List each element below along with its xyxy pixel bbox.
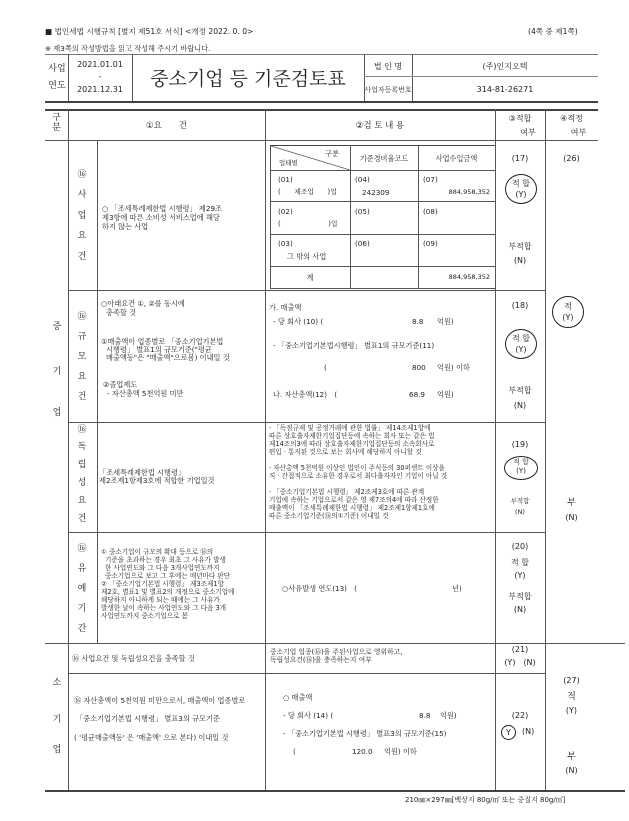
fit-no-label[interactable]: 부적합 (510, 497, 530, 505)
fit-no-n: (N) (513, 256, 527, 265)
row2-industry: ( )업 (278, 220, 338, 228)
grace-line: 발생한 날이 속하는 사업연도와 그 다음 3개 (101, 604, 227, 612)
small-rev-std-value: 120.0 (352, 747, 373, 756)
business-requirement-text: ○ 「조세특례제한법 시행령」 제29조 제3항에 따른 소비성 서비스업에 해당하지 않는 사업 (102, 204, 222, 231)
fit-yes-y: (Y) (515, 345, 527, 354)
grace-line: 사업연도까지 중소기업으로 봄 (101, 612, 188, 620)
label-char: 예 (77, 584, 87, 594)
size-rev-company-value: 8.8 (412, 317, 424, 326)
proper-yes-label[interactable]: 적 (567, 692, 576, 702)
independence-req: 「조세특례제한법 시행령」 (99, 468, 186, 477)
small-category-1: 소 (52, 678, 62, 688)
fit-no-n: (N) (513, 605, 527, 614)
fit-yes-y: Y (506, 728, 511, 737)
independence-bullet-2b: 직 · 간접적으로 소유한 경우로서 최다출자자인 기업이 아닐 것 (269, 472, 448, 480)
size-req-2c: 매출액등"은 "매출액"으로봄) 이내일 것 (106, 353, 230, 362)
label-char: 건 (77, 514, 87, 524)
small-row1-review: 중소기업 업종(⑯)을 주된사업으로 영위하고, (270, 648, 403, 656)
grace-line: ② 「중소기업기본법 시행령」 제3조제1항 (101, 580, 224, 588)
col-proper: ④적정 (560, 114, 583, 123)
size-req-1: ○아래요건 ①, ②를 동시에 (101, 299, 185, 308)
independence-bullet-3: · 「중소기업기본법 시행령」 제2조제3호에 따른 관계 (269, 488, 425, 496)
corner-bottom: 업태별 (279, 159, 298, 167)
col-revenue: 사업수입금액 (435, 154, 478, 163)
page-title: 중소기업 등 기준검토표 (150, 68, 346, 90)
size-rev-company: - 당 회사 (10) ( (273, 317, 324, 326)
col-review: ②검 토 내 용 (355, 121, 405, 131)
fit-yes-circle[interactable] (505, 174, 537, 204)
size-rev-std-open: ( (324, 363, 327, 372)
grace-review: ○사유발생 연도(13) ( (282, 584, 357, 593)
form-reference: ■ 법인세법 시행규칙 [별지 제51호 서식] <개정 2022. 0. 0> (45, 27, 254, 36)
sme-category-2: 기 (52, 367, 62, 377)
small-row2-req-1: ⑯ 자산총액이 5천억원 미만으로서, 매출액이 업종별로 (74, 696, 246, 705)
label-char: 요 (77, 372, 87, 382)
fit-yes-circle[interactable] (505, 329, 537, 359)
size-asset-value: 68.9 (409, 390, 426, 399)
row2-code-a: (02) (278, 207, 293, 216)
fit-no-n: (N) (515, 508, 525, 516)
row3-code-b: (06) (355, 239, 370, 248)
col-proper-b: 여부 (570, 128, 587, 137)
label-char: ⑯ (77, 544, 87, 554)
size-asset-unit: 억원) (437, 390, 454, 399)
small-row1-requirement: ⑯ 사업요건 및 독립성요건을 충족할 것 (72, 654, 195, 663)
label-char: ⑯ (77, 170, 87, 180)
size-req-1b: 충족할 것 (106, 308, 137, 317)
col-fit: ③적합 (508, 114, 532, 123)
independence-req-b: 제2조제1항제3호에 적합한 기업일것 (99, 476, 215, 485)
independence-bullet-3c: 매출액이 「조세특례제한법 시행령」 제2조제1항제1호에 (269, 504, 435, 512)
small-category-2: 기 (52, 715, 62, 725)
size-rev-std: - 「중소기업기본법시행령」 별표1의 규모기준(11) (273, 341, 435, 350)
small-rev-std-unit: 억원) 이하 (384, 747, 417, 756)
proper-yes-y: (Y) (565, 706, 578, 715)
grace-review-unit: 년) (452, 584, 462, 593)
label-char: 립 (77, 460, 87, 470)
row1-code-a: (01) (278, 175, 293, 184)
label-char: 요 (77, 231, 87, 241)
small-category-3: 업 (52, 745, 62, 755)
sme-category-1: 중 (52, 322, 62, 332)
period-separator: - (98, 72, 102, 81)
fit-yes-circle[interactable] (504, 456, 538, 480)
period-end: 2021.12.31 (77, 85, 123, 94)
label-char: 건 (77, 392, 87, 402)
label-char: 기 (77, 604, 87, 614)
fit-yes-y: (Y) (516, 467, 526, 475)
fit-no-n: (N) (513, 401, 527, 410)
proper-yes-label: 적 (564, 302, 572, 311)
corp-name-value: (주)인지오텍 (482, 62, 528, 71)
label-char: 건 (77, 252, 87, 262)
col-category-text: 구분 (52, 113, 61, 133)
label-char: ⑯ (77, 312, 87, 322)
corner-top: 구분 (325, 149, 339, 158)
row3-code-c: (09) (423, 239, 438, 248)
small-row1-review-b: 독립성요건(⑯)을 충족하는지 여부 (270, 656, 372, 664)
fit-code-18: (18) (511, 301, 529, 310)
proper-no-label[interactable]: 부 (567, 498, 576, 508)
row3-code-a: (03) (278, 239, 293, 248)
label-char: 독 (77, 442, 87, 452)
label-char: 간 (77, 624, 87, 634)
independence-bullet-3b: 기업에 속하는 기업으로서 같은 영 제7조의4에 따라 산정한 (269, 496, 439, 504)
grace-line: 한 사업연도와 그 다음 3개사업연도까지 (105, 564, 220, 572)
col-requirement: ①요 건 (145, 121, 188, 131)
fit-yes-label[interactable]: 적 합 (511, 558, 529, 567)
fit-yes-y: (Y) (515, 190, 527, 199)
fit-no-label[interactable]: 부적합 (508, 592, 532, 601)
size-rev-company-unit: 억원) (437, 317, 454, 326)
proper-no-n: (N) (565, 513, 578, 522)
proper-no-label[interactable]: 부 (567, 752, 576, 762)
label-char: 업 (77, 211, 87, 221)
grace-line: 해당하지 아니하게 되는 때에는 그 사유가 (101, 596, 220, 604)
col-std-code: 기준경비율코드 (359, 154, 409, 163)
row1-code-c: (07) (423, 175, 438, 184)
row1-industry: ( 제조업 )업 (278, 188, 337, 196)
independence-bullet-3d: 따른 중소기업기준(⑯의①기준) 이내일 것 (269, 512, 389, 520)
sme-category-3: 업 (52, 408, 62, 418)
proper-yes-circle[interactable] (552, 296, 584, 328)
period-start: 2021.01.01 (77, 60, 123, 69)
label-char: 유 (77, 564, 87, 574)
fit-code-19: (19) (511, 440, 529, 449)
grace-requirement-text (101, 548, 234, 620)
label-char: 사 (77, 190, 87, 200)
fit-code-20: (20) (511, 542, 529, 551)
label-char: 모 (77, 352, 87, 362)
proper-no-n: (N) (565, 766, 578, 775)
size-req-2b: 시행령」 별표1의 규모기준("평균 (106, 345, 212, 354)
small-row2-req-3: ( '평균매출액등' 은 '매출액' 으로 본다) 이내일 것 (74, 733, 229, 742)
row1-code-b: (04) (355, 175, 370, 184)
fiscal-year-label-1: 사업 (48, 64, 66, 74)
small-rev-company: - 당 회사 (14) ( (283, 711, 334, 720)
col-fit-b: 여부 (520, 128, 536, 137)
label-char: ⑯ (77, 425, 87, 435)
grace-line: 제2호, 별표1 및 별표2의 개정으로 중소기업에 (101, 588, 235, 596)
size-req-3b: - 자산총액 5천억원 미만 (107, 389, 184, 398)
fit-code-21: (21) (511, 645, 529, 654)
fit-yes-label: 적 합 (512, 179, 530, 188)
independence-bullet-1b: 따른 상호출자제한기업집단등에 속하는 회사 또는 같은 법 (269, 432, 435, 440)
fit-no-label[interactable]: 부적합 (508, 242, 532, 251)
size-req-2: ①매출액이 업종별로 「중소기업기본법 (101, 337, 224, 346)
corp-name-label: 법 인 명 (373, 62, 403, 71)
instruction-note: ※ 제3쪽의 작성방법을 읽고 작성해 주시기 바랍니다. (45, 44, 211, 53)
small-rev-std: - 「중소기업기본법 시행령」 별표3의 규모기준(15) (283, 729, 447, 738)
row2-code-c: (08) (423, 207, 438, 216)
fit-yes-circle[interactable] (501, 725, 516, 740)
independence-bullet-1c: 제14조의3에 따라 상호출자제한기업집단등의 소속회사로 (269, 440, 435, 448)
grace-line: 중소기업으로 보고 그 후에는 매년마다 판단 (105, 572, 231, 580)
row2-code-b: (05) (355, 207, 370, 216)
fit-yes-y: (Y) (514, 571, 526, 580)
independence-bullet-2: · 자산총액 5천억원 이상인 법인이 주식등의 30퍼센트 이상을 (269, 464, 445, 472)
biz-reg-label: 사업자등록번호 (364, 86, 412, 94)
paper-spec: 210㎜×297㎜[백상지 80g/㎡ 또는 중질지 80g/㎡] (405, 796, 566, 804)
biz-reg-value: 314-81-26271 (476, 85, 534, 94)
small-row2-req-2: 「중소기업기본법 시행령」 별표3의 규모기준 (76, 714, 220, 723)
independence-bullet-1d: 편입 · 통지된 것으로 보는 회사에 해당하지 아니할 것 (269, 448, 422, 456)
size-rev-std-value: 800 (412, 363, 426, 372)
label-char: 성 (77, 478, 87, 488)
row1-std-code: 242309 (362, 188, 390, 197)
page-indicator: (4쪽 중 제1쪽) (528, 27, 578, 36)
independence-bullet-1: · 「독점규제 및 공정거래에 관한 법률」 제14조제1항에 (269, 424, 431, 432)
total-label: 계 (306, 273, 314, 282)
proper-yes-y: (Y) (562, 313, 574, 322)
row1-amount: 884,958,352 (448, 188, 490, 196)
small-rev-std-open: ( (293, 747, 296, 756)
fiscal-year-label-2: 연도 (48, 81, 66, 91)
size-rev-title: 가. 매출액 (269, 303, 302, 312)
small-rev-company-unit: 억원) (440, 711, 457, 720)
fit-yn-21[interactable]: (Y) (N) (504, 658, 536, 667)
fit-code-17: (17) (511, 154, 529, 163)
size-rev-std-unit: 억원) 이하 (437, 363, 470, 372)
fit-yes-label: 적 합 (512, 334, 530, 343)
proper-code-27: (27) (563, 676, 580, 685)
label-char: 요 (77, 496, 87, 506)
fit-no-n[interactable]: (N) (522, 727, 535, 736)
fit-yes-label: 적 합 (513, 458, 529, 466)
size-req-3: ②졸업제도 (103, 380, 138, 389)
grace-line: 기준을 초과하는 경우 최초 그 사유가 발생 (105, 556, 226, 564)
col-category (45, 113, 68, 133)
size-asset-label: 나. 자산총액(12) ( (273, 390, 338, 399)
row3-industry: 그 밖의 사업 (287, 252, 327, 261)
fit-no-label[interactable]: 부적합 (508, 386, 532, 395)
grace-line: ① 중소기업이 규모의 확대 등으로 ⑯의 (101, 548, 214, 556)
proper-code-26: (26) (563, 154, 580, 163)
small-rev-company-value: 8.8 (419, 711, 431, 720)
label-char: 규 (77, 332, 87, 342)
total-amount: 884,958,352 (448, 273, 490, 281)
fit-code-22: (22) (511, 711, 529, 720)
small-rev-title: ○ 매출액 (283, 693, 313, 702)
